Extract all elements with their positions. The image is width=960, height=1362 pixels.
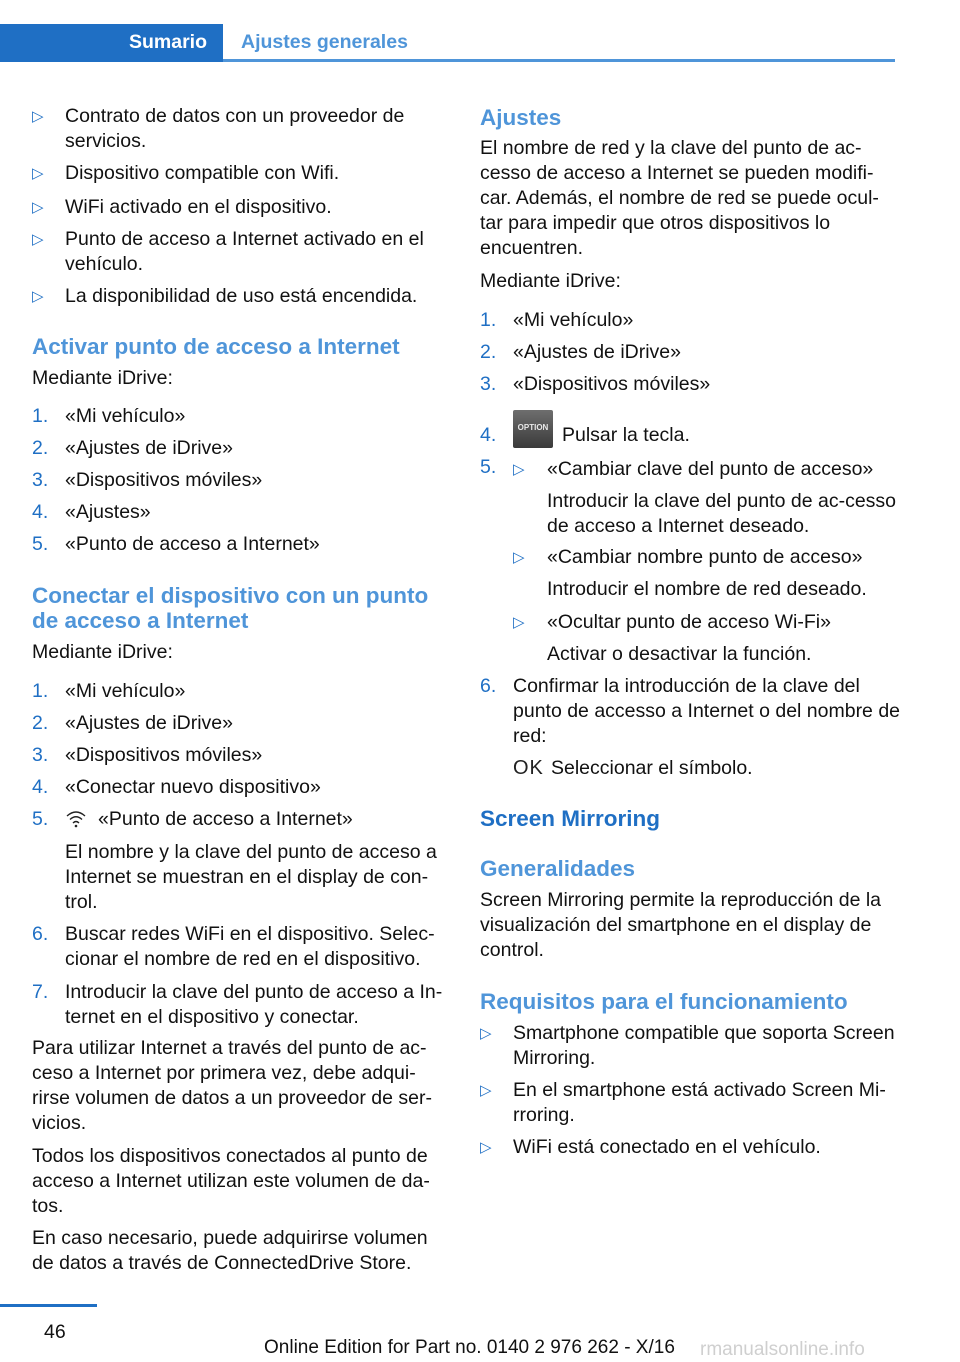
step-number: 5.	[32, 808, 49, 830]
tab-ajustes-generales[interactable]: Ajustes generales	[241, 31, 408, 53]
list-item-text: WiFi activado en el dispositivo.	[65, 196, 332, 218]
step-text: «Dispositivos móviles»	[65, 469, 263, 491]
bullet-marker: ▷	[480, 1082, 492, 1099]
bullet-marker: ▷	[480, 1025, 492, 1042]
option-key-label: OPTION	[517, 423, 549, 432]
step-text: Pulsar la tecla.	[562, 424, 690, 446]
step-number: 5.	[480, 456, 497, 478]
bullet-marker: ▷	[513, 461, 525, 478]
step-text: «Ajustes de iDrive»	[513, 341, 681, 363]
sub-item-text: «Cambiar clave del punto de acceso»	[547, 458, 874, 480]
step-number: 6.	[32, 923, 49, 945]
list-item-text: Dispositivo compatible con Wifi.	[65, 162, 340, 184]
heading-screen-mirroring: Screen Mirroring	[480, 806, 661, 831]
wifi-icon	[65, 809, 87, 829]
paragraph: Todos los dispositivos conectados al punto de acceso a Internet utilizan este volumen de da-tos.	[32, 1145, 430, 1217]
step-number: 7.	[32, 981, 49, 1003]
step-number: 5.	[32, 533, 49, 555]
step-text: «Dispositivos móviles»	[513, 373, 711, 395]
heading-activate-hotspot: Activar punto de acceso a Internet	[32, 334, 400, 359]
step-text: «Ajustes de iDrive»	[65, 437, 233, 459]
step-number: 2.	[32, 437, 49, 459]
page-number: 46	[44, 1321, 66, 1343]
step-number: 4.	[32, 501, 49, 523]
sub-item-note: Introducir la clave del punto de ac-cesso de acceso a Internet deseado.	[547, 490, 897, 537]
bullet-marker: ▷	[32, 108, 44, 125]
heading-connect-line2: de acceso a Internet	[32, 608, 249, 633]
sub-item-note: Introducir el nombre de red deseado.	[547, 578, 867, 600]
list-item-text: Smartphone compatible que soporta Screen Mirroring.	[513, 1022, 895, 1069]
step-text: «Punto de acceso a Internet»	[65, 533, 320, 555]
heading-requirements: Requisitos para el funcionamiento	[480, 989, 848, 1014]
step-number: 4.	[32, 776, 49, 798]
step-number: 3.	[480, 373, 497, 395]
step-text: «Ajustes de iDrive»	[65, 712, 233, 734]
step-number: 2.	[32, 712, 49, 734]
intro-text: Mediante iDrive:	[32, 367, 173, 389]
bullet-marker: ▷	[32, 199, 44, 216]
bullet-marker: ▷	[480, 1139, 492, 1156]
step-text: «Ajustes»	[65, 501, 151, 523]
sub-item-text: «Ocultar punto de acceso Wi-Fi»	[547, 611, 831, 633]
step-number: 1.	[480, 309, 497, 331]
edition-text: Online Edition for Part no. 0140 2 976 262 - X/16	[264, 1337, 675, 1358]
tab-sumario-label: Sumario	[128, 31, 207, 53]
paragraph: El nombre de red y la clave del punto de ac-cesso de acceso a Internet se pueden modifi-car. Además, el nombre de red se puede ocul-tar para impedir que otros dispositivos lo encuentren.	[480, 137, 879, 259]
step-number: 3.	[32, 744, 49, 766]
step-text: «Conectar nuevo dispositivo»	[65, 776, 321, 798]
bullet-marker: ▷	[513, 549, 525, 566]
list-item-text: Punto de acceso a Internet activado en el vehículo.	[65, 228, 424, 275]
list-item-text: Contrato de datos con un proveedor de servicios.	[65, 105, 405, 152]
step-number: 2.	[480, 341, 497, 363]
step-number: 3.	[32, 469, 49, 491]
step-note: Seleccionar el símbolo.	[551, 757, 753, 779]
step-text: Buscar redes WiFi en el dispositivo. Selec-cionar el nombre de red en el dispositivo.	[65, 923, 435, 970]
intro-text: Mediante iDrive:	[480, 270, 621, 292]
step-text: Confirmar la introducción de la clave del punto de accesso a Internet o del nombre de red:	[513, 675, 901, 747]
step-number: 1.	[32, 680, 49, 702]
heading-generalidades: Generalidades	[480, 856, 636, 881]
sub-item-note: Activar o desactivar la función.	[547, 643, 812, 665]
step-text: «Mi vehículo»	[65, 680, 186, 702]
step-text: «Dispositivos móviles»	[65, 744, 263, 766]
footer-divider	[0, 1304, 97, 1307]
bullet-marker: ▷	[513, 614, 525, 631]
step-text: «Punto de acceso a Internet»	[98, 808, 353, 830]
intro-text: Mediante iDrive:	[32, 641, 173, 663]
paragraph: Screen Mirroring permite la reproducción de la visualización del smartphone en el display de control.	[480, 889, 882, 961]
list-item-text: La disponibilidad de uso está encendida.	[65, 285, 418, 307]
step-note: El nombre y la clave del punto de acceso a Internet se muestran en el display de con-trol.	[65, 841, 437, 913]
heading-settings: Ajustes	[480, 105, 562, 130]
bullet-marker: ▷	[32, 288, 44, 305]
step-text: Introducir la clave del punto de acceso a In-ternet en el dispositivo y conectar.	[65, 981, 443, 1028]
option-key-icon	[513, 410, 553, 448]
bullet-marker: ▷	[32, 165, 44, 182]
paragraph: Para utilizar Internet a través del punto de ac-ceso a Internet por primera vez, debe adqui-rirse volumen de datos a un proveedor de ser-vicios.	[32, 1037, 432, 1134]
step-number: 6.	[480, 675, 497, 697]
header-bar	[0, 24, 895, 62]
step-number: 1.	[32, 405, 49, 427]
sub-item-text: «Cambiar nombre punto de acceso»	[547, 546, 863, 568]
heading-connect-line1: Conectar el dispositivo con un punto	[32, 583, 429, 608]
list-item-text: En el smartphone está activado Screen Mi-rroring.	[513, 1079, 886, 1126]
bullet-marker: ▷	[32, 231, 44, 248]
ok-icon: OK	[513, 757, 544, 779]
watermark: rmanualsonline.info	[700, 1339, 865, 1360]
paragraph: En caso necesario, puede adquirirse volumen de datos a través de ConnectedDrive Store.	[32, 1227, 428, 1274]
step-text: «Mi vehículo»	[513, 309, 634, 331]
list-item-text: WiFi está conectado en el vehículo.	[513, 1136, 821, 1158]
tab-sumario[interactable]	[0, 24, 223, 62]
header-divider	[223, 59, 895, 62]
step-text: «Mi vehículo»	[65, 405, 186, 427]
step-number: 4.	[480, 424, 497, 446]
